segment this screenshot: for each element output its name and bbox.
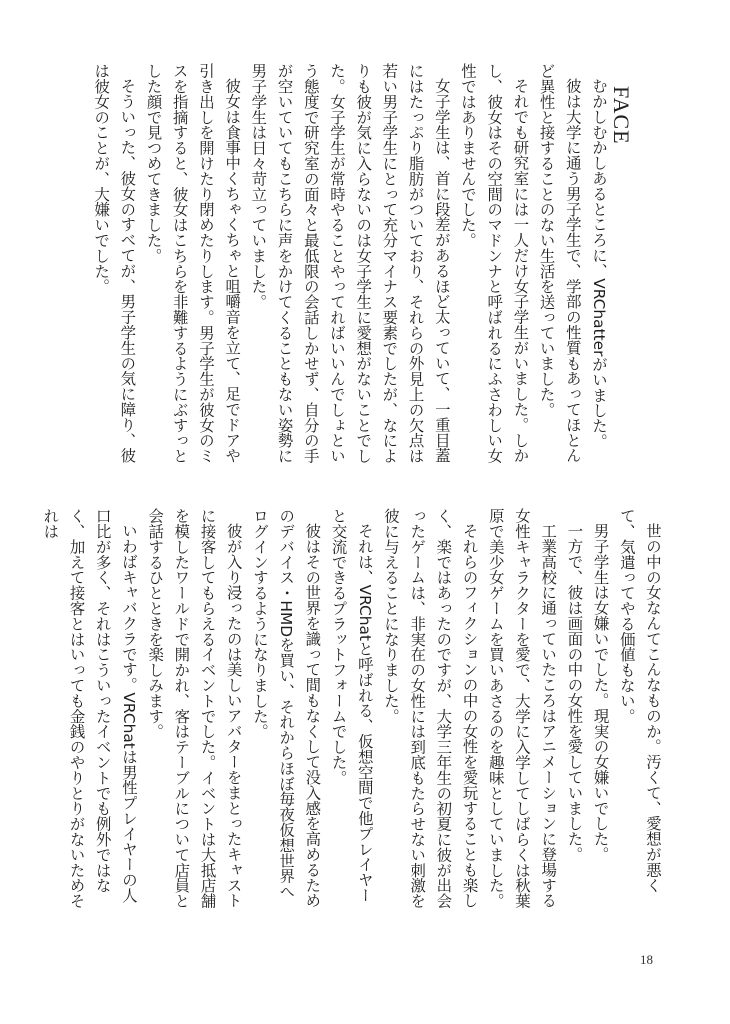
paragraph: 彼女は食事中くちゃくちゃと咀嚼音を立て、足でドアや引き出しを開けたり閉めたりします。男子学生が彼女のミスを指摘すると、彼女はこちらを非難するようにぶすっとした顔で見つめてきました。 [144,63,242,464]
chapter-title: FACE [609,86,634,145]
paragraph: 一方で、彼は画面の中の女性を愛していました。 [565,523,584,863]
paragraph: 彼は大学に通う男子学生で、学部の性質もあってほとんど異性と接することのない生活を送っていました。 [537,63,582,464]
paragraph: いわばキャバクラです。VRChatは男性プレイヤーの人口比が多く、それはこういったイベントでも例外ではなく、加えて接客とはいっても金銭のやりとりがないためそれは [41,508,138,909]
paragraph: そういった、彼女のすべてが、男子学生の気に障り、彼は彼女のことが、大嫌いでした。 [92,63,137,464]
paragraph: それは、VRChatと呼ばれる、仮想空間で他プレイヤーと交流できるプラットフォームでした。 [329,508,374,904]
paragraph: 彼が入り浸ったのは美しいアバターをまとったキャストに接客してもらえるイベントでした。イベントは大抵店舗を模したワールドで開かれ、客はテーブルについて店員と会話するひとときを楽しみます。 [146,508,243,909]
paragraph: それでも研究室には一人だけ女子学生がいました。しかし、彼女はその空間のマドンナと呼ばれるにふさわしい女性ではありませんでした。 [458,63,530,464]
text-block-top [86,63,612,465]
page-number: 18 [640,952,653,967]
paragraph: むかしむかしあるところに、VRChatterがいました。 [590,78,608,450]
paragraph: 彼はその世界を識って間もなくして没入感を高めるためのデバイス・HMDを買い、それからほぼ毎夜仮想世界へログインするようになりました。 [250,508,322,909]
paragraph: 工業高校に通っていたころはアニメーションに登場する女性キャラクターを愛で、大学に入学してしばらくは秋葉原で美少女ゲームを買いあさるのを趣味としていました。 [486,508,558,909]
paragraph: 女子学生は、首に段差があるほど太っていて、一重目蓋にはたっぷり脂肪がついており、それらの外見上の欠点は若い男子学生にとって充分マイナス要素でしたが、なによりも彼が気に入らないのは女子学生に愛想がないことでした。女子学生が常時やることやってればいいんでしょという態度で研究室の面々と最低限の会話しかせず、自分の手が空いていてもこちらに声をかけてくることもない姿勢に男子学生は日々苛立っていました。 [249,63,451,464]
paragraph: 世の中の女なんてこんなものか。汚くて、愛想が悪くて、気遣ってやる価値もない。 [617,508,662,893]
paragraph: 男子学生は女嫌いでした。現実の女嫌いでした。 [591,523,610,863]
text-block-bottom [41,508,666,910]
paragraph: それらのフィクションの中の女性を愛玩することも楽しく、楽ではあったのですが、大学三年生の初夏に彼が出会ったゲームは、非実在の女性には到底もたらせない刺激を彼に与えることになりました。 [381,508,479,909]
